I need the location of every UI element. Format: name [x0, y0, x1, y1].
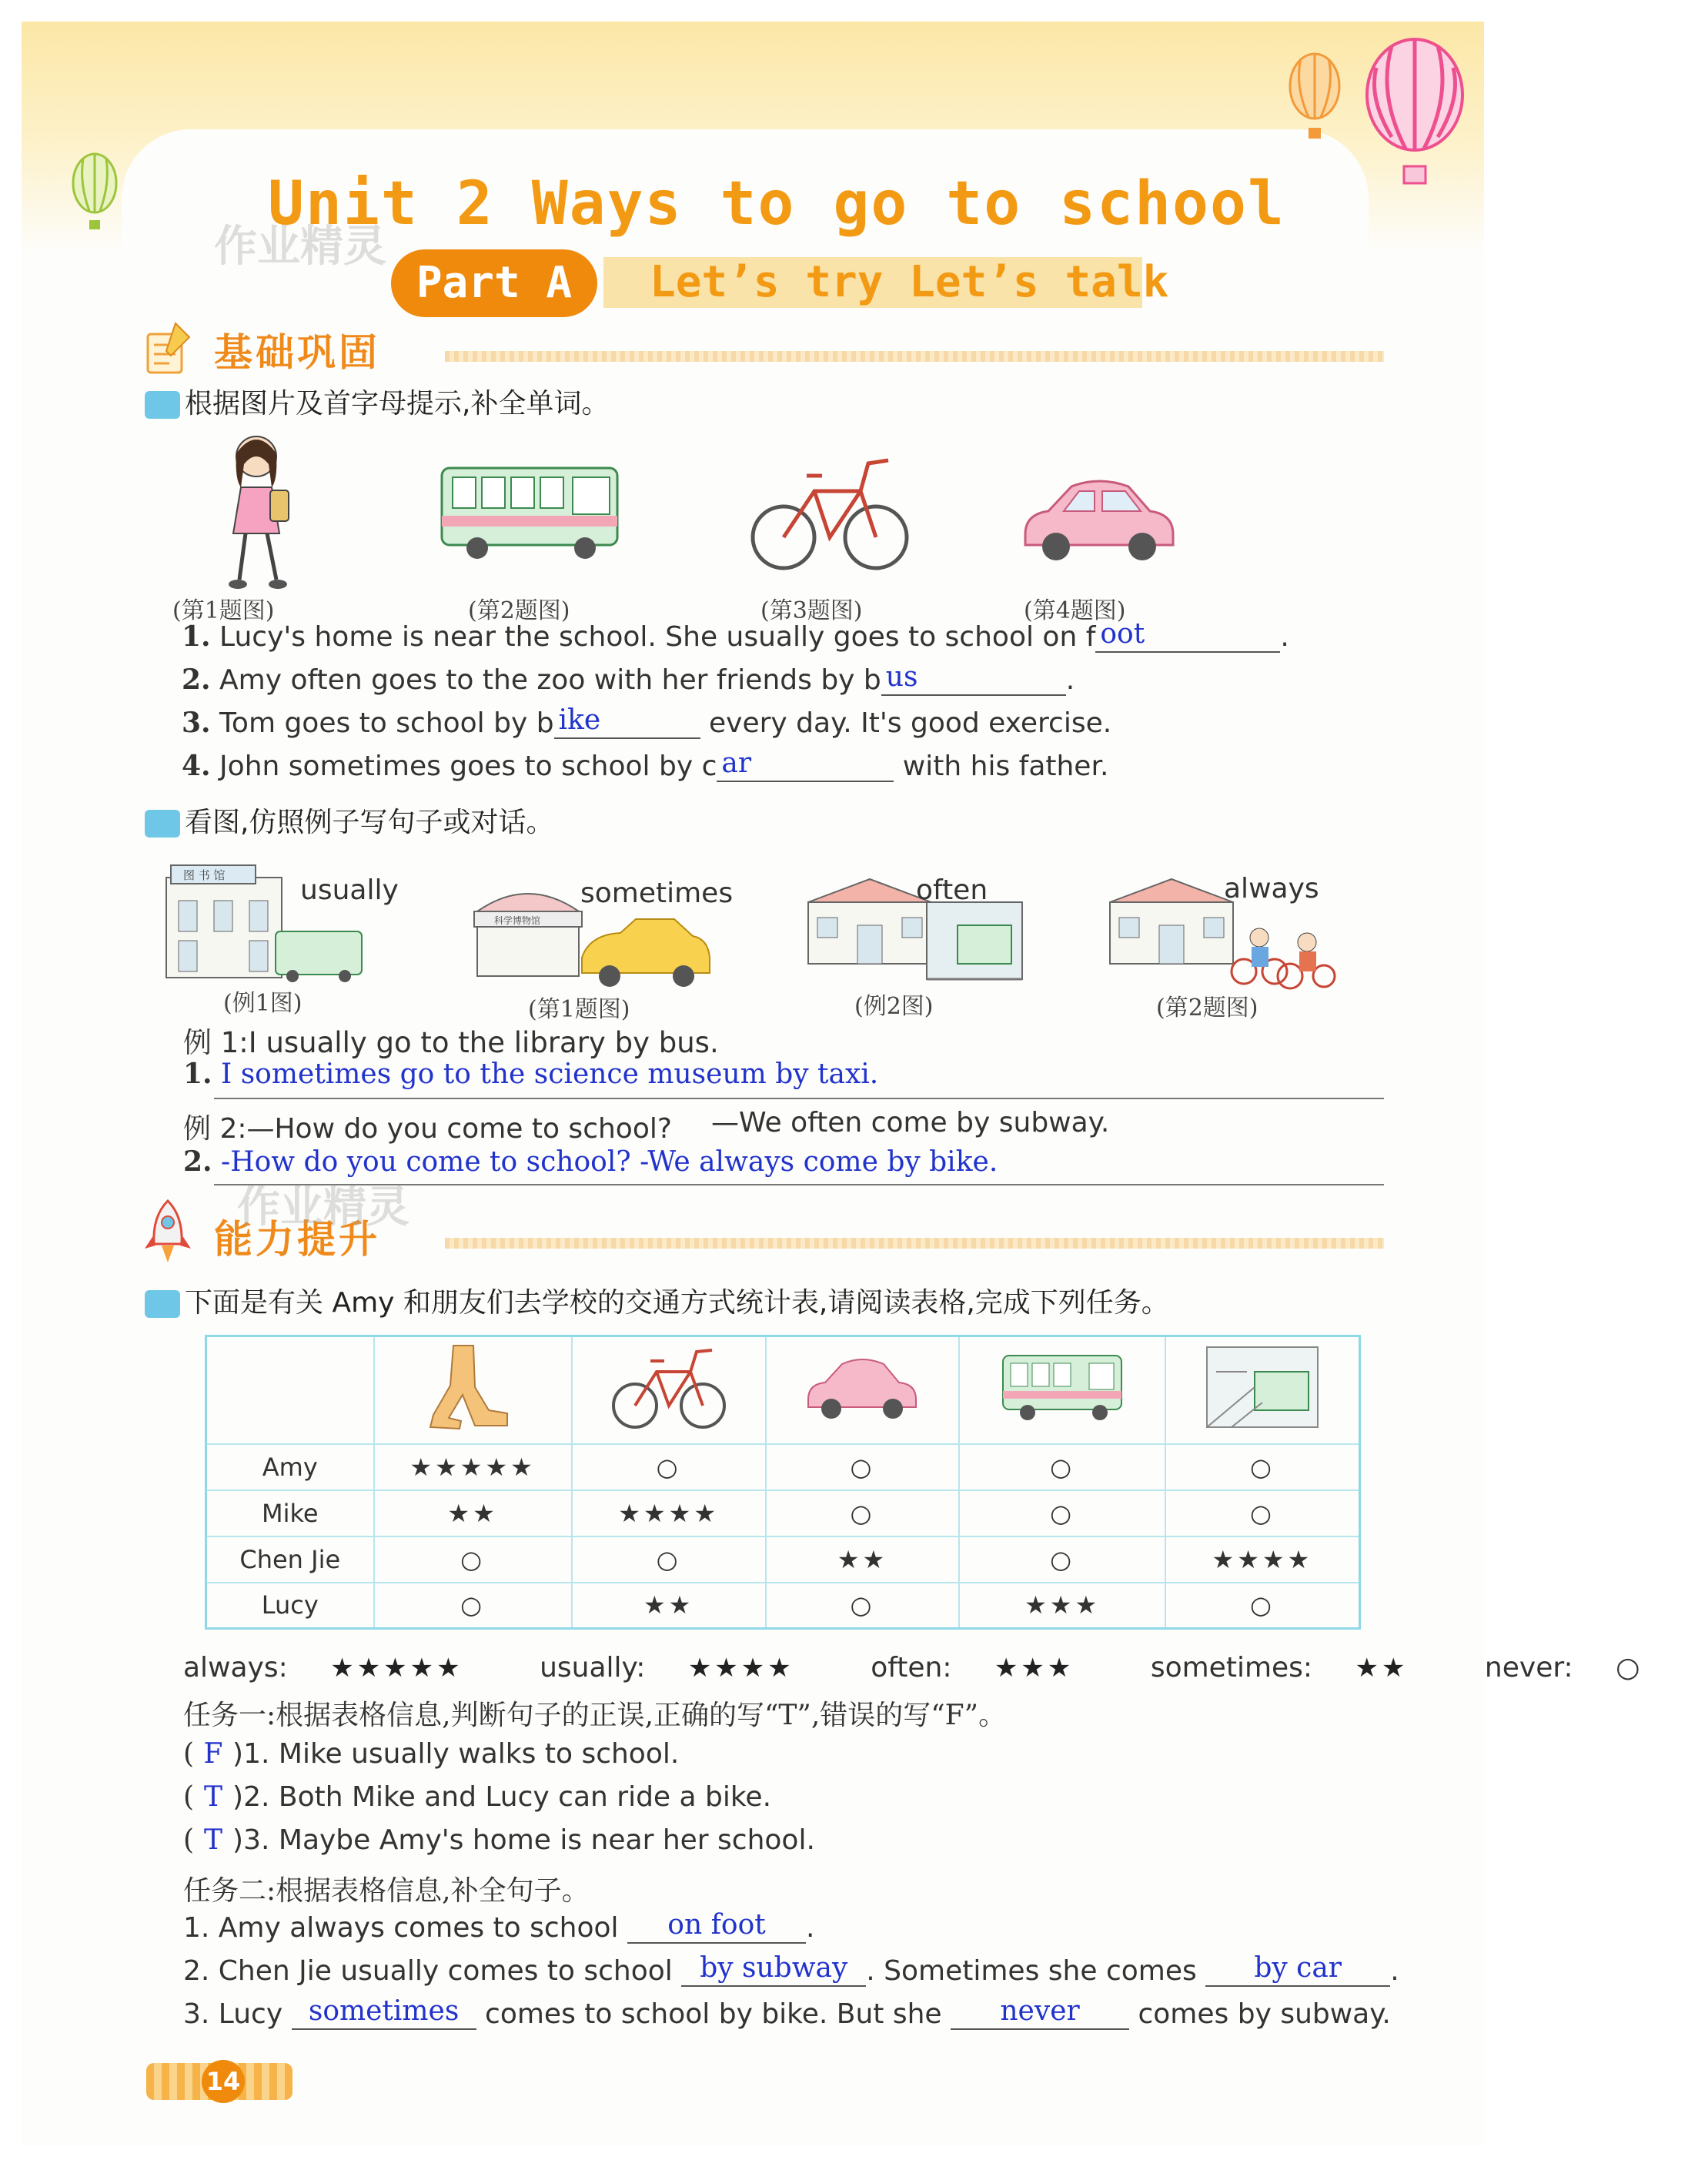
q2-word-always: always: [1224, 873, 1319, 904]
bus-icon: [959, 1336, 1165, 1444]
row-name: Lucy: [206, 1583, 374, 1629]
q2-pic-label-4: (第2题图): [1156, 995, 1258, 1021]
cell-bike: ○: [572, 1444, 766, 1490]
row-name: Mike: [206, 1490, 374, 1536]
legend-always: always: ★★★★★: [183, 1652, 463, 1684]
cell-subway: ★★★★: [1165, 1536, 1360, 1583]
cell-bus: ○: [959, 1444, 1165, 1490]
q2-word-usually: usually: [300, 874, 399, 906]
car-picture: [1014, 468, 1184, 568]
cell-walk: ○: [374, 1536, 572, 1583]
q1-number-badge: [145, 391, 180, 419]
table-row: [206, 1536, 1360, 1583]
q2-pic-label-1: (例1图): [223, 990, 302, 1017]
legend-sometimes: sometimes: ★★: [1150, 1652, 1409, 1684]
small-balloon-icon: [68, 152, 122, 237]
q2-number-badge: [145, 810, 180, 838]
bike-icon: [572, 1336, 766, 1444]
judgement-answer-1[interactable]: F: [203, 1738, 223, 1770]
bike-picture: [745, 445, 914, 576]
section-rule: [445, 351, 1384, 362]
part-subtitle: Let’s try Let’s talk: [603, 257, 1142, 308]
q1-item-4: 4. John sometimes goes to school by c ar with his father.: [182, 747, 1109, 782]
q2-example-1: 例 1:I usually go to the library by bus.: [183, 1026, 719, 1059]
transport-stat-table: [205, 1335, 1361, 1630]
q2-pic-label-2: (第1题图): [528, 996, 630, 1023]
unit-title: Unit 2 Ways to go to school: [268, 169, 1285, 239]
watermark: 作业精灵: [237, 1182, 409, 1232]
page-number: 14: [202, 2060, 245, 2103]
section-rule: [445, 1238, 1384, 1249]
judgement-answer-2[interactable]: T: [204, 1781, 223, 1813]
orange-balloon-icon: [1284, 52, 1345, 145]
row-name: Amy: [206, 1444, 374, 1490]
q1-blank-3[interactable]: ike: [554, 708, 700, 739]
q2-answer-1: 1. I sometimes go to the science museum by taxi.: [183, 1058, 879, 1090]
bus-picture: [434, 453, 627, 568]
page-number-badge: [146, 2063, 292, 2100]
fill-sentence-2: 2. Chen Jie usually comes to school by subway . Sometimes she comes by car .: [183, 1952, 1399, 1987]
legend-never: never: ○: [1484, 1652, 1640, 1684]
cell-subway: ○: [1165, 1490, 1360, 1536]
rocket-icon: [137, 1198, 199, 1267]
q2-answer-1-rule: [214, 1098, 1384, 1099]
school-subway-picture: [804, 871, 1027, 987]
q2-example-2-question: 例 2:—How do you come to school?: [183, 1113, 672, 1145]
fill-blank-2[interactable]: by subway: [681, 1956, 866, 1987]
q1-pic-label-1: (第1题图): [172, 597, 275, 624]
pink-balloon-icon: [1361, 37, 1469, 191]
q1-blank-1[interactable]: oot: [1095, 622, 1280, 653]
q3-instruction: 下面是有关 Amy 和朋友们去学校的交通方式统计表,请阅读表格,完成下列任务。: [145, 1281, 1169, 1320]
q1-blank-2[interactable]: us: [881, 665, 1066, 696]
cell-subway: ○: [1165, 1583, 1360, 1629]
task1-title: 任务一:根据表格信息,判断句子的正误,正确的写“T”,错误的写“F”。: [183, 1700, 1007, 1731]
fill-blank-1[interactable]: on foot: [627, 1913, 806, 1944]
svg-text:图 书 馆: 图 书 馆: [183, 868, 226, 882]
girl-walking-picture: [202, 426, 310, 595]
car-icon: [766, 1336, 960, 1444]
table-row: [206, 1583, 1360, 1629]
table-row: [206, 1444, 1360, 1490]
q2-answer-2: 2. -How do you come to school? -We always come by bike.: [183, 1145, 998, 1178]
row-name: Chen Jie: [206, 1536, 374, 1583]
table-corner-cell: [206, 1336, 374, 1444]
q2-example-2-answer: —We often come by subway.: [711, 1107, 1110, 1139]
cell-car: ○: [766, 1490, 960, 1536]
judgement-1: ( F )1. Mike usually walks to school.: [183, 1738, 680, 1770]
section-basic-label: 基础巩固: [214, 330, 380, 375]
workbook-page: [22, 22, 1640, 2146]
q2-instruction: 看图,仿照例子写句子或对话。: [145, 801, 553, 840]
q2-word-often: often: [916, 874, 988, 906]
part-pill: Part A: [391, 249, 597, 317]
section-basic-header: [137, 316, 1384, 377]
walk-icon: [374, 1336, 572, 1444]
table-row: [206, 1490, 1360, 1536]
cell-bike: ★★★★: [572, 1490, 766, 1536]
fill-blank-4[interactable]: sometimes: [292, 1999, 476, 2030]
cell-car: ★★: [766, 1536, 960, 1583]
q1-item-2: 2. Amy often goes to the zoo with her friends by b us .: [182, 661, 1075, 696]
cell-bus: ○: [959, 1536, 1165, 1583]
legend-usually: usually: ★★★★: [540, 1652, 794, 1684]
q1-pic-label-3: (第3题图): [760, 597, 863, 624]
fill-sentence-1: 1. Amy always comes to school on foot .: [183, 1909, 815, 1944]
cell-bike: ★★: [572, 1583, 766, 1629]
cell-bus: ★★★: [959, 1583, 1165, 1629]
frequency-legend: [183, 1652, 1708, 1684]
legend-often: often: ★★★: [871, 1652, 1075, 1684]
cell-subway: ○: [1165, 1444, 1360, 1490]
fill-sentence-3: 3. Lucy sometimes comes to school by bike. But she never comes by subway.: [183, 1995, 1391, 2030]
pencil-book-icon: [137, 316, 199, 377]
table-icon-row: [206, 1336, 1360, 1444]
task2-title: 任务二:根据表格信息,补全句子。: [183, 1875, 590, 1907]
q1-blank-4[interactable]: ar: [717, 751, 894, 782]
q2-word-sometimes: sometimes: [580, 878, 734, 909]
cell-bike: ○: [572, 1536, 766, 1583]
judgement-2: ( T )2. Both Mike and Lucy can ride a bike.: [183, 1781, 772, 1813]
cell-bus: ○: [959, 1490, 1165, 1536]
cell-walk: ★★★★★: [374, 1444, 572, 1490]
cell-car: ○: [766, 1444, 960, 1490]
judgement-3: ( T )3. Maybe Amy's home is near her school.: [183, 1824, 815, 1856]
section-improve-label: 能力提升: [214, 1217, 380, 1262]
cell-walk: ★★: [374, 1490, 572, 1536]
fill-blank-5[interactable]: never: [951, 1999, 1129, 2030]
q3-number-badge: [145, 1290, 180, 1318]
svg-text:科学博物馆: 科学博物馆: [494, 915, 541, 926]
watermark: 作业精灵: [214, 222, 386, 272]
q1-item-3: 3. Tom goes to school by b ike every day. It's good exercise.: [182, 704, 1112, 739]
subway-icon: [1165, 1336, 1360, 1444]
cell-walk: ○: [374, 1583, 572, 1629]
fill-blank-3[interactable]: by car: [1205, 1956, 1390, 1987]
q1-pic-label-4: (第4题图): [1024, 597, 1126, 624]
cell-car: ○: [766, 1583, 960, 1629]
q1-pic-label-2: (第2题图): [468, 597, 570, 624]
q1-item-1: 1. Lucy's home is near the school. She usually goes to school on f oot .: [182, 618, 1289, 653]
q2-pic-label-3: (例2图): [854, 993, 934, 1020]
q1-instruction: 根据图片及首字母提示,补全单词。: [145, 382, 609, 421]
judgement-answer-3[interactable]: T: [204, 1824, 223, 1856]
